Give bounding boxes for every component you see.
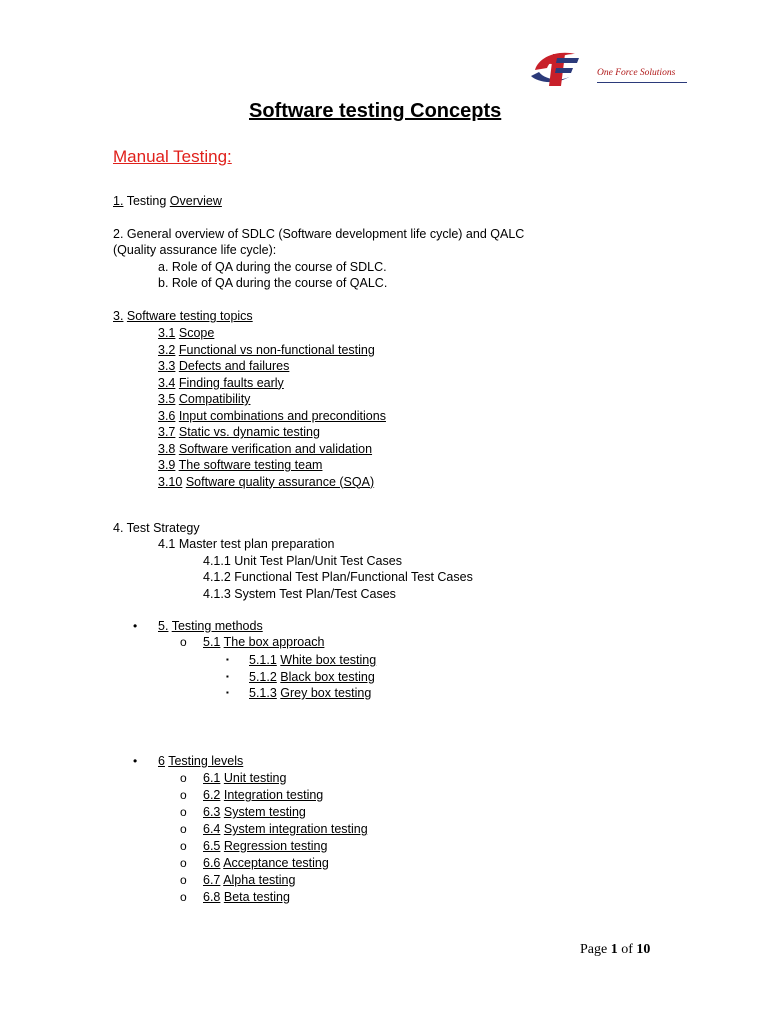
- section-4-item: 4.1.2 Functional Test Plan/Functional Test Cases: [203, 570, 473, 584]
- level-label[interactable]: Integration testing: [223, 788, 324, 802]
- section-1: [113, 193, 222, 209]
- topic-label[interactable]: Defects and failures: [178, 359, 290, 373]
- section-3-topic[interactable]: [158, 358, 289, 374]
- section-3-topic[interactable]: [158, 325, 214, 341]
- company-logo: [527, 46, 697, 96]
- topic-label[interactable]: Software verification and validation: [178, 441, 373, 456]
- topic-label[interactable]: Scope: [178, 326, 215, 340]
- section-5-method[interactable]: [249, 669, 375, 685]
- section-2-line-1: 2. General overview of SDLC (Software development life cycle) and QALC: [113, 227, 525, 241]
- bullet-circle-icon: o: [180, 856, 187, 870]
- topic-number[interactable]: 3.6: [158, 408, 176, 423]
- section-5-sub-label[interactable]: The box approach: [223, 635, 325, 649]
- section-6-level[interactable]: [203, 889, 290, 905]
- bullet-circle-icon: o: [180, 873, 187, 887]
- level-label[interactable]: Alpha testing: [223, 873, 296, 887]
- section-6-level[interactable]: [203, 838, 327, 854]
- bullet-square-icon: ▪: [226, 688, 229, 697]
- section-1-text: Testing: [126, 194, 170, 208]
- section-3-topic[interactable]: [158, 424, 320, 440]
- topic-label[interactable]: Software quality assurance (SQA): [185, 474, 375, 489]
- level-label[interactable]: System integration testing: [223, 822, 368, 836]
- section-6-level[interactable]: [203, 872, 295, 888]
- logo-text: One Force Solutions: [597, 68, 676, 78]
- section-2-item-a: a. Role of QA during the course of SDLC.: [158, 260, 387, 274]
- section-6-level[interactable]: [203, 821, 368, 837]
- level-number[interactable]: 6.6: [203, 856, 221, 870]
- topic-label[interactable]: Input combinations and preconditions: [178, 408, 386, 423]
- section-5-method[interactable]: [249, 685, 371, 701]
- topic-number[interactable]: 3.2: [158, 342, 176, 357]
- section-3-number[interactable]: 3.: [113, 309, 124, 323]
- level-number[interactable]: 6.3: [203, 805, 221, 819]
- topic-number[interactable]: 3.4: [158, 375, 176, 390]
- level-number[interactable]: 6.4: [203, 822, 221, 836]
- section-4-item: 4.1.3 System Test Plan/Test Cases: [203, 587, 396, 601]
- topic-number[interactable]: 3.10: [158, 474, 183, 489]
- level-number[interactable]: 6.2: [203, 788, 221, 802]
- section-5-sub-number[interactable]: 5.1: [203, 635, 221, 649]
- section-3-title[interactable]: Software testing topics: [126, 309, 253, 323]
- section-1-number: 1.: [113, 194, 124, 208]
- method-number[interactable]: 5.1.2: [249, 669, 277, 684]
- section-3-topic[interactable]: [158, 375, 284, 391]
- section-6-number[interactable]: 6: [158, 754, 165, 768]
- section-heading-manual-testing: Manual Testing:: [113, 147, 232, 166]
- section-3-topic[interactable]: [158, 408, 386, 424]
- topic-label[interactable]: Functional vs non-functional testing: [178, 342, 375, 357]
- topic-number[interactable]: 3.5: [158, 392, 176, 406]
- section-6-heading[interactable]: [158, 753, 243, 769]
- topic-number[interactable]: 3.3: [158, 359, 176, 373]
- bullet-dot-icon: •: [133, 619, 138, 633]
- topic-label[interactable]: The software testing team: [178, 458, 323, 472]
- level-label[interactable]: System testing: [223, 805, 306, 819]
- section-3-heading[interactable]: [113, 308, 253, 324]
- section-3-topic[interactable]: [158, 342, 375, 358]
- method-number[interactable]: 5.1.3: [249, 686, 277, 700]
- section-6-level[interactable]: [203, 787, 323, 803]
- page-total: 10: [636, 942, 651, 957]
- section-2-item-b: b. Role of QA during the course of QALC.: [158, 276, 388, 290]
- level-label[interactable]: Acceptance testing: [223, 856, 329, 870]
- page-prefix: Page: [580, 942, 611, 957]
- bullet-dot-icon: •: [133, 754, 138, 768]
- level-number[interactable]: 6.1: [203, 771, 221, 785]
- topic-label[interactable]: Finding faults early: [178, 375, 284, 390]
- method-label[interactable]: White box testing: [280, 653, 377, 667]
- page-number: [580, 942, 650, 958]
- document-title: Software testing Concepts: [249, 100, 502, 122]
- section-6-level[interactable]: [203, 804, 306, 820]
- section-3-topic[interactable]: [158, 457, 322, 473]
- topic-number[interactable]: 3.1: [158, 326, 176, 340]
- section-6-title[interactable]: Testing levels: [168, 754, 244, 768]
- bullet-circle-icon: o: [180, 788, 187, 802]
- level-label[interactable]: Regression testing: [223, 839, 328, 853]
- section-5-sub[interactable]: [203, 634, 324, 650]
- bullet-circle-icon: o: [180, 839, 187, 853]
- section-6-level[interactable]: [203, 855, 329, 871]
- one-force-logo-icon: [527, 46, 593, 92]
- section-3-topic[interactable]: [158, 441, 372, 457]
- topic-number[interactable]: 3.9: [158, 458, 176, 472]
- level-number[interactable]: 6.8: [203, 890, 221, 904]
- bullet-circle-icon: o: [180, 635, 187, 649]
- topic-label[interactable]: Compatibility: [178, 392, 251, 406]
- bullet-square-icon: ▪: [226, 655, 229, 664]
- level-label[interactable]: Unit testing: [223, 771, 287, 785]
- bullet-circle-icon: o: [180, 890, 187, 904]
- section-4-heading: 4. Test Strategy: [113, 521, 200, 535]
- logo-underline: [597, 82, 687, 83]
- section-5-number[interactable]: 5.: [158, 619, 169, 633]
- page-of: of: [617, 942, 637, 957]
- section-5-method[interactable]: [249, 652, 376, 668]
- section-4-subheading: 4.1 Master test plan preparation: [158, 537, 335, 551]
- section-3-topic[interactable]: [158, 474, 374, 490]
- section-6-level[interactable]: [203, 770, 286, 786]
- bullet-square-icon: ▪: [226, 671, 229, 681]
- section-2-line-2: (Quality assurance life cycle):: [113, 243, 277, 257]
- topic-number[interactable]: 3.8: [158, 441, 176, 456]
- section-5-title[interactable]: Testing methods: [171, 619, 263, 633]
- section-4-item: 4.1.1 Unit Test Plan/Unit Test Cases: [203, 554, 402, 568]
- bullet-circle-icon: o: [180, 822, 187, 836]
- bullet-circle-icon: o: [180, 805, 187, 819]
- method-label[interactable]: Black box testing: [280, 669, 375, 684]
- level-number[interactable]: 6.5: [203, 839, 221, 853]
- topic-number[interactable]: 3.7: [158, 425, 176, 439]
- bullet-circle-icon: o: [180, 771, 187, 785]
- topic-label[interactable]: Static vs. dynamic testing: [178, 425, 320, 439]
- level-number[interactable]: 6.7: [203, 873, 221, 887]
- method-number[interactable]: 5.1.1: [249, 653, 277, 667]
- level-label[interactable]: Beta testing: [223, 890, 290, 904]
- section-3-topic[interactable]: [158, 391, 250, 407]
- section-1-link-overview[interactable]: Overview: [169, 194, 222, 208]
- section-5-heading[interactable]: [158, 618, 263, 634]
- method-label[interactable]: Grey box testing: [280, 686, 372, 700]
- page-current: 1: [610, 942, 618, 957]
